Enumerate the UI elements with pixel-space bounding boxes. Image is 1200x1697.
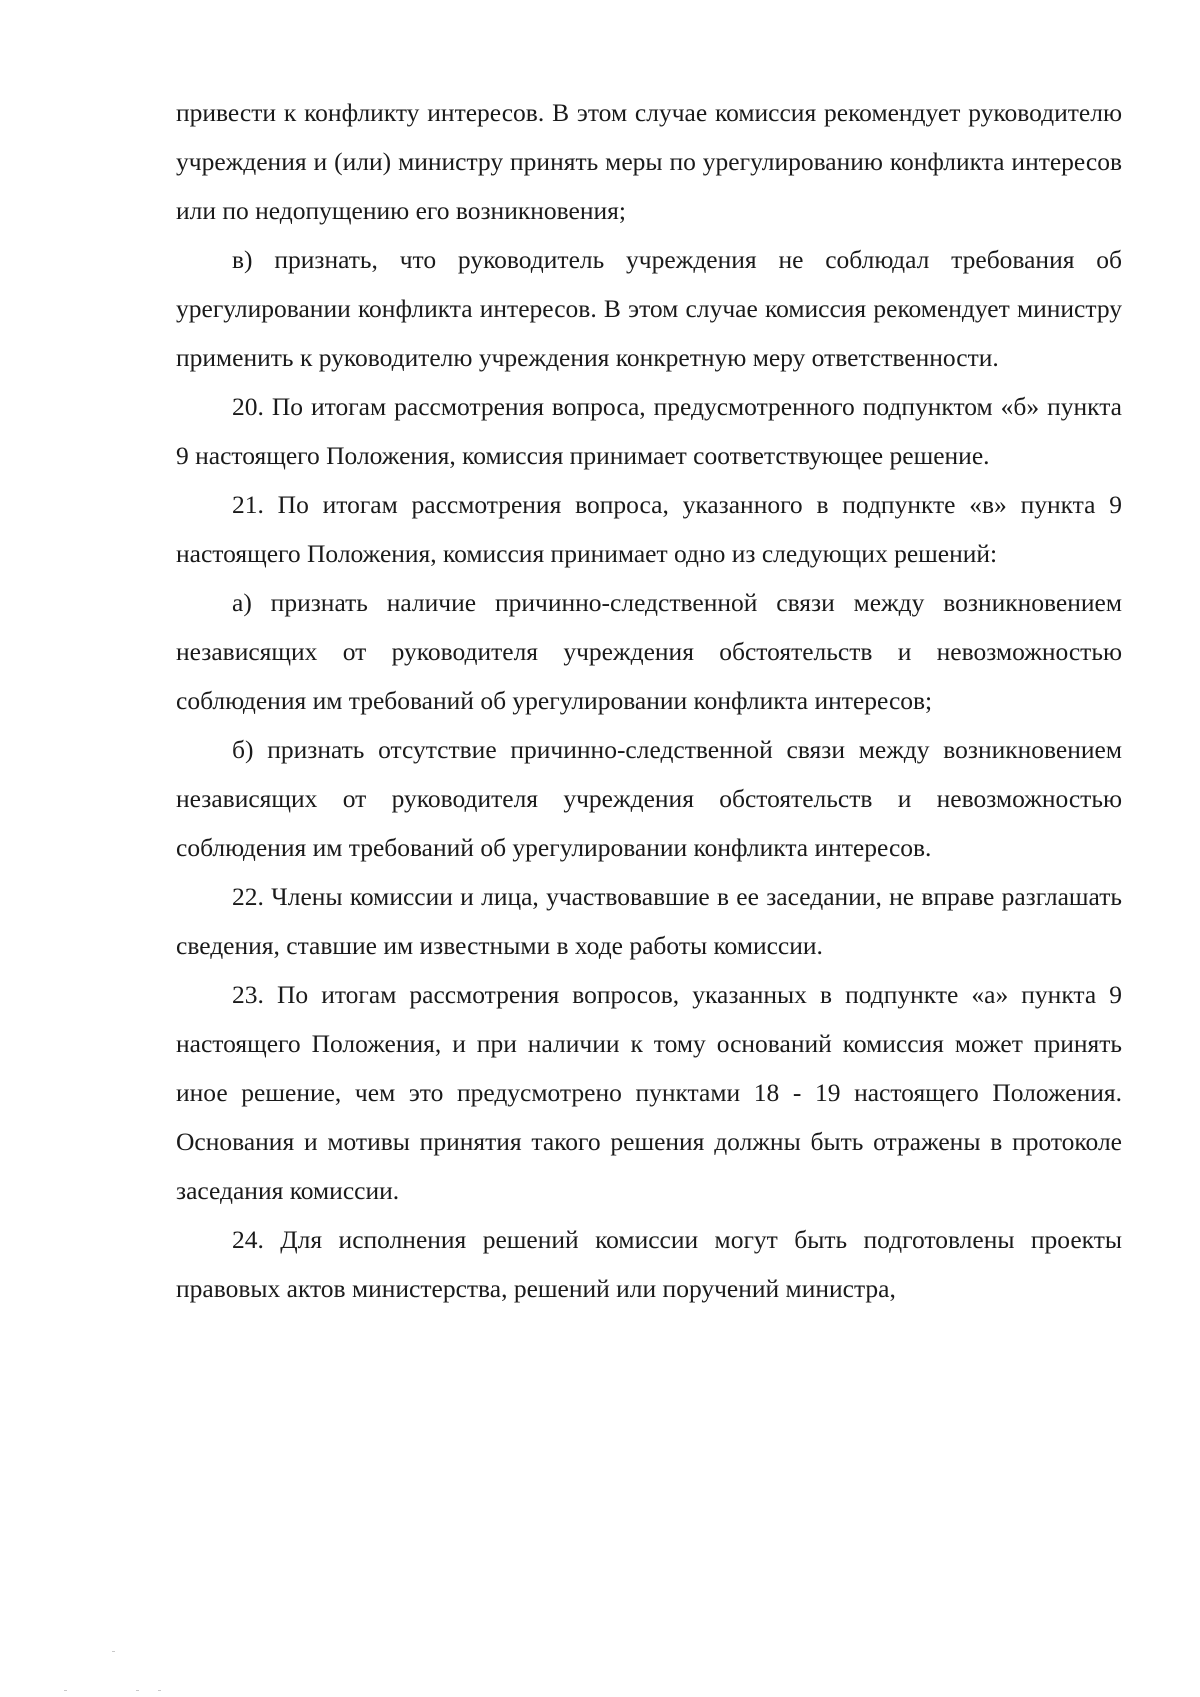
paragraph-item-21: 21. По итогам рассмотрения вопроса, указанного в подпункте «в» пункта 9 настоящего Положения, комиссия принимает одно из следующих решений: xyxy=(176,490,1122,568)
scan-artifact xyxy=(136,1690,139,1691)
paragraph-subitem-a: а) признать наличие причинно-следственной связи между возникновением независящих от руководителя учреждения обстоятельств и невозможностью соблюдения им требований об урегулировании конфликта интересов; xyxy=(176,588,1122,715)
paragraph-item-20: 20. По итогам рассмотрения вопроса, предусмотренного подпунктом «б» пункта 9 настоящего Положения, комиссия принимает соответствующее решение. xyxy=(176,392,1122,470)
paragraph-item-23: 23. По итогам рассмотрения вопросов, указанных в подпункте «а» пункта 9 настоящего Положения, и при наличии к тому оснований комиссия может принять иное решение, чем это предусмотрено пунктами 18 - 19 настоящего Положения. Основания и мотивы принятия такого решения должны быть отражены в протоколе заседания комиссии. xyxy=(176,980,1122,1205)
scan-artifact xyxy=(158,1690,161,1691)
scan-artifact xyxy=(64,1690,67,1691)
paragraph-continuation: привести к конфликту интересов. В этом случае комиссия рекомендует руководителю учреждения и (или) министру принять меры по урегулированию конфликта интересов или по недопущению его возникновения; xyxy=(176,98,1122,225)
paragraph-item-24: 24. Для исполнения решений комиссии могут быть подготовлены проекты правовых актов министерства, решений или поручений министра, xyxy=(176,1225,1122,1303)
paragraph-subitem-v: в) признать, что руководитель учреждения не соблюдал требования об урегулировании конфликта интересов. В этом случае комиссия рекомендует министру применить к руководителю учреждения конкретную меру ответственности. xyxy=(176,245,1122,372)
scan-artifact xyxy=(112,1651,115,1652)
document-body xyxy=(176,88,1122,1313)
paragraph-subitem-b: б) признать отсутствие причинно-следственной связи между возникновением независящих от руководителя учреждения обстоятельств и невозможностью соблюдения им требований об урегулировании конфликта интересов. xyxy=(176,735,1122,862)
paragraph-item-22: 22. Члены комиссии и лица, участвовавшие в ее заседании, не вправе разглашать сведения, ставшие им известными в ходе работы комиссии. xyxy=(176,882,1122,960)
